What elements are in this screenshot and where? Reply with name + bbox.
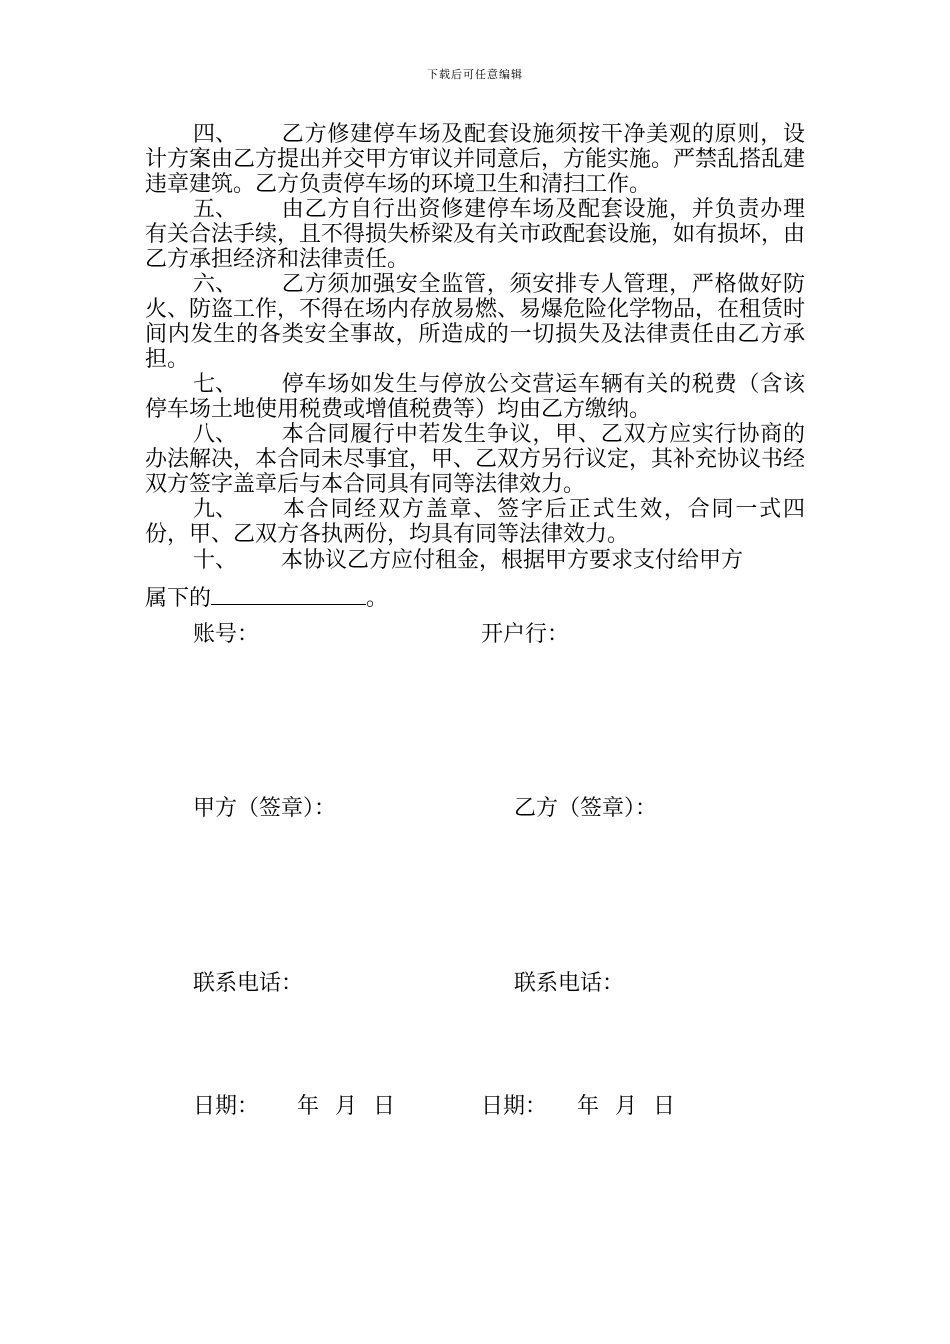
clause-text: 本合同经双方盖章、签字后正式生效，合同一式四份，甲、乙双方各执两份，均具有同等法律效力。 <box>145 497 805 547</box>
date-label: 日期： <box>481 1094 548 1119</box>
payee-suffix: 。 <box>366 586 389 611</box>
party-a-phone-label: 联系电话： <box>193 971 304 996</box>
clause-text: 停车场如发生与停放公交营运车辆有关的税费（含该停车场土地使用税费或增值税费等）均由乙方缴纳。 <box>145 372 805 422</box>
clause-number: 九、 <box>193 497 238 522</box>
party-b-phone-label: 联系电话： <box>514 971 625 996</box>
clause-text: 乙方修建停车场及配套设施须按干净美观的原则，设计方案由乙方提出并交甲方审议并同意后，方能实施。严禁乱搭乱建违章建筑。乙方负责停车场的环境卫生和清扫工作。 <box>145 122 806 197</box>
clause-number: 六、 <box>193 272 238 297</box>
party-a-signature-label: 甲方（签章）： <box>193 796 337 821</box>
date-year: 年 <box>577 1094 600 1119</box>
clause-6 <box>145 272 805 372</box>
payee-prefix: 属下的 <box>145 586 212 611</box>
clause-text: 本协议乙方应付租金，根据甲方要求支付给甲方 <box>281 548 744 573</box>
clause-5 <box>145 197 805 272</box>
date-label: 日期： <box>193 1094 260 1119</box>
clause-number: 八、 <box>193 422 238 447</box>
bank-label: 开户行： <box>481 622 570 647</box>
clause-7 <box>145 372 805 422</box>
clause-4 <box>145 122 805 197</box>
clause-number: 五、 <box>193 197 238 222</box>
clause-9 <box>145 497 805 547</box>
clause-number: 七、 <box>193 372 238 397</box>
party-b-signature-label: 乙方（签章）： <box>514 796 658 821</box>
clause-text: 本合同履行中若发生争议，甲、乙双方应实行协商的办法解决，本合同未尽事宜，甲、乙双方另行议定，其补充协议书经双方签字盖章后与本合同具有同等法律效力。 <box>145 422 806 497</box>
payee-blank[interactable] <box>211 584 366 605</box>
date-month: 月 <box>335 1094 358 1119</box>
account-label: 账号： <box>193 622 260 647</box>
clause-text: 乙方须加强安全监管，须安排专人管理，严格做好防火、防盗工作，不得在场内存放易燃、易爆危险化学物品，在租赁时间内发生的各类安全事故，所造成的一切损失及法律责任由乙方承担。 <box>145 272 806 372</box>
clause-number: 十、 <box>193 548 238 573</box>
clause-text: 由乙方自行出资修建停车场及配套设施，并负责办理有关合法手续，且不得损失桥梁及有关市政配套设施，如有损坏，由乙方承担经济和法律责任。 <box>145 197 806 272</box>
clause-10 <box>145 548 805 573</box>
clause-number: 四、 <box>193 122 238 147</box>
party-a-date <box>193 1093 395 1121</box>
date-year: 年 <box>297 1094 320 1119</box>
clause-8 <box>145 422 805 497</box>
party-b-date <box>481 1093 675 1121</box>
contract-clauses <box>145 122 805 547</box>
header-note: 下载后可任意编辑 <box>427 68 523 81</box>
date-day: 日 <box>373 1094 396 1119</box>
date-month: 月 <box>615 1094 638 1119</box>
date-day: 日 <box>653 1094 676 1119</box>
payee-line <box>145 584 388 613</box>
